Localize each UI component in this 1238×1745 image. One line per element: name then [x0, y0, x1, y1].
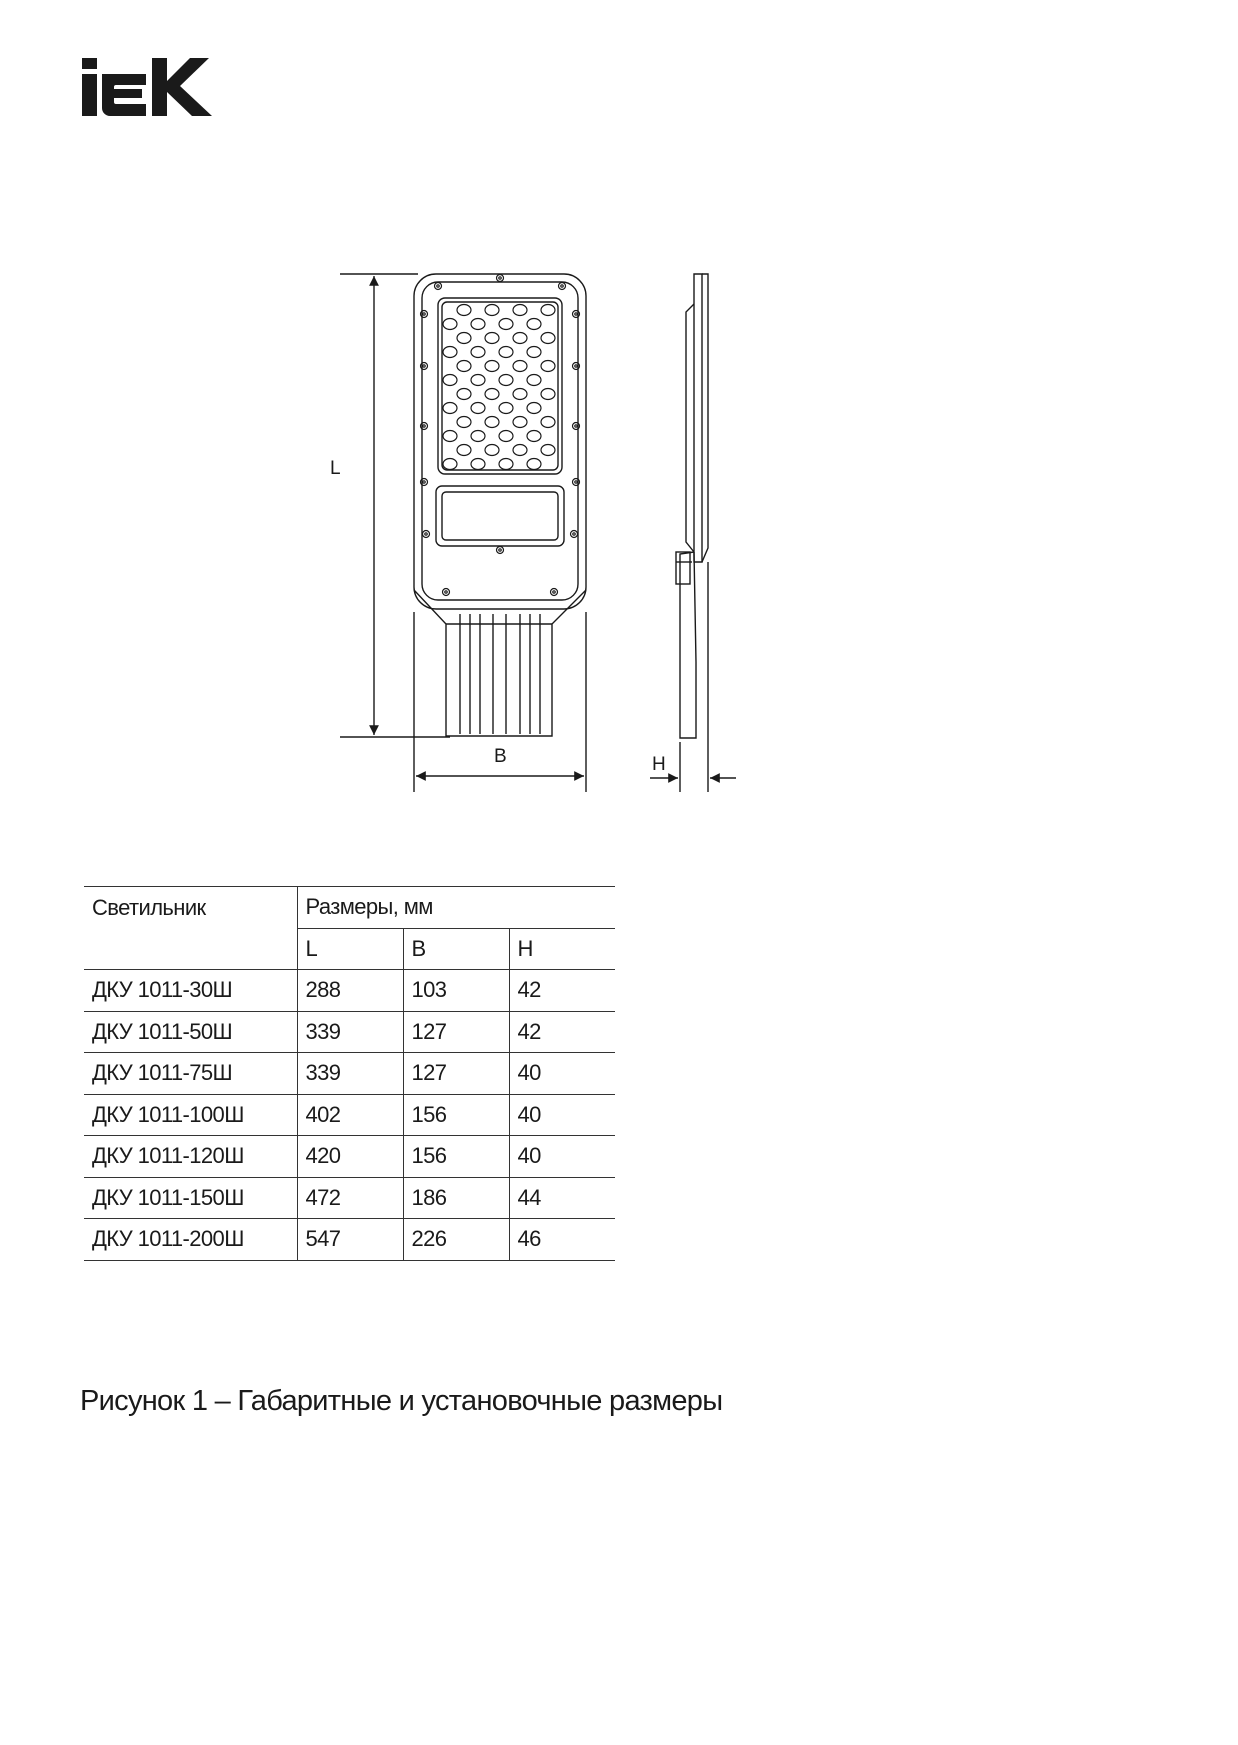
- cell-l: 402: [297, 1094, 403, 1136]
- led-lens: [443, 375, 457, 386]
- led-lens: [485, 305, 499, 316]
- cell-b: 156: [403, 1136, 509, 1178]
- led-lens: [541, 417, 555, 428]
- led-lens: [443, 431, 457, 442]
- led-lens: [499, 347, 513, 358]
- led-lens: [471, 375, 485, 386]
- led-lens: [457, 389, 471, 400]
- led-lens: [471, 347, 485, 358]
- led-lens: [527, 347, 541, 358]
- led-lens: [513, 445, 527, 456]
- led-lens: [457, 333, 471, 344]
- dimensions-table: [84, 886, 615, 1261]
- dim-label-length: L: [330, 458, 341, 479]
- led-lens: [471, 459, 485, 470]
- cell-b: 127: [403, 1053, 509, 1095]
- header-col-l: L: [297, 928, 403, 970]
- led-lens: [471, 431, 485, 442]
- iek-logo: [82, 58, 227, 116]
- cell-b: 127: [403, 1011, 509, 1053]
- cell-h: 40: [509, 1094, 615, 1136]
- side-view: [694, 274, 702, 562]
- table-row: [84, 970, 615, 1012]
- cell-luminaire: ДКУ 1011-30Ш: [84, 970, 297, 1012]
- cell-l: 339: [297, 1011, 403, 1053]
- led-lens: [457, 417, 471, 428]
- led-lens: [471, 319, 485, 330]
- cell-luminaire: ДКУ 1011-200Ш: [84, 1219, 297, 1261]
- led-lens: [499, 403, 513, 414]
- cell-l: 547: [297, 1219, 403, 1261]
- led-lens: [541, 333, 555, 344]
- led-lens: [485, 333, 499, 344]
- table-row: [84, 1219, 615, 1261]
- led-lens: [527, 403, 541, 414]
- led-lens: [443, 319, 457, 330]
- header-luminaire: Светильник: [84, 887, 297, 970]
- luminaire-dimension-drawing: [330, 262, 780, 802]
- dim-label-height: H: [652, 754, 666, 775]
- led-lens: [457, 361, 471, 372]
- table-row: [84, 1177, 615, 1219]
- cell-luminaire: ДКУ 1011-75Ш: [84, 1053, 297, 1095]
- cell-h: 46: [509, 1219, 615, 1261]
- body-outline: [414, 274, 586, 609]
- led-lens: [499, 375, 513, 386]
- led-lens: [499, 459, 513, 470]
- led-lens: [485, 361, 499, 372]
- cell-b: 186: [403, 1177, 509, 1219]
- cell-h: 44: [509, 1177, 615, 1219]
- led-lens: [527, 459, 541, 470]
- cell-luminaire: ДКУ 1011-100Ш: [84, 1094, 297, 1136]
- cell-b: 103: [403, 970, 509, 1012]
- cell-luminaire: ДКУ 1011-120Ш: [84, 1136, 297, 1178]
- table-row: [84, 1011, 615, 1053]
- led-lens: [443, 459, 457, 470]
- led-lens: [457, 445, 471, 456]
- led-lens: [485, 389, 499, 400]
- cell-l: 420: [297, 1136, 403, 1178]
- header-dimensions: Размеры, мм: [297, 887, 615, 929]
- led-lens: [471, 403, 485, 414]
- cell-h: 40: [509, 1136, 615, 1178]
- led-lens: [527, 431, 541, 442]
- cell-h: 42: [509, 970, 615, 1012]
- led-lens: [443, 403, 457, 414]
- cell-l: 339: [297, 1053, 403, 1095]
- cell-l: 288: [297, 970, 403, 1012]
- led-lens: [513, 361, 527, 372]
- led-lens: [513, 417, 527, 428]
- dim-label-width: B: [494, 746, 507, 767]
- table-row: [84, 1094, 615, 1136]
- led-lens: [541, 361, 555, 372]
- driver-window: [436, 486, 564, 546]
- led-lens: [541, 305, 555, 316]
- table-row: [84, 1053, 615, 1095]
- led-lens: [457, 305, 471, 316]
- header-col-b: B: [403, 928, 509, 970]
- cell-h: 42: [509, 1011, 615, 1053]
- figure-caption: Рисунок 1 – Габаритные и установочные размеры: [80, 1385, 723, 1417]
- header-col-h: H: [509, 928, 615, 970]
- led-lens: [513, 389, 527, 400]
- cell-h: 40: [509, 1053, 615, 1095]
- led-lens: [513, 333, 527, 344]
- led-lens: [443, 347, 457, 358]
- led-lens: [541, 445, 555, 456]
- led-lens: [513, 305, 527, 316]
- led-lens: [485, 417, 499, 428]
- led-lens: [527, 375, 541, 386]
- table-row: [84, 1136, 615, 1178]
- cell-b: 156: [403, 1094, 509, 1136]
- cell-b: 226: [403, 1219, 509, 1261]
- led-lens: [541, 389, 555, 400]
- cell-luminaire: ДКУ 1011-150Ш: [84, 1177, 297, 1219]
- led-lens: [527, 319, 541, 330]
- led-lens: [499, 319, 513, 330]
- led-lens: [485, 445, 499, 456]
- cell-luminaire: ДКУ 1011-50Ш: [84, 1011, 297, 1053]
- cell-l: 472: [297, 1177, 403, 1219]
- led-lens: [499, 431, 513, 442]
